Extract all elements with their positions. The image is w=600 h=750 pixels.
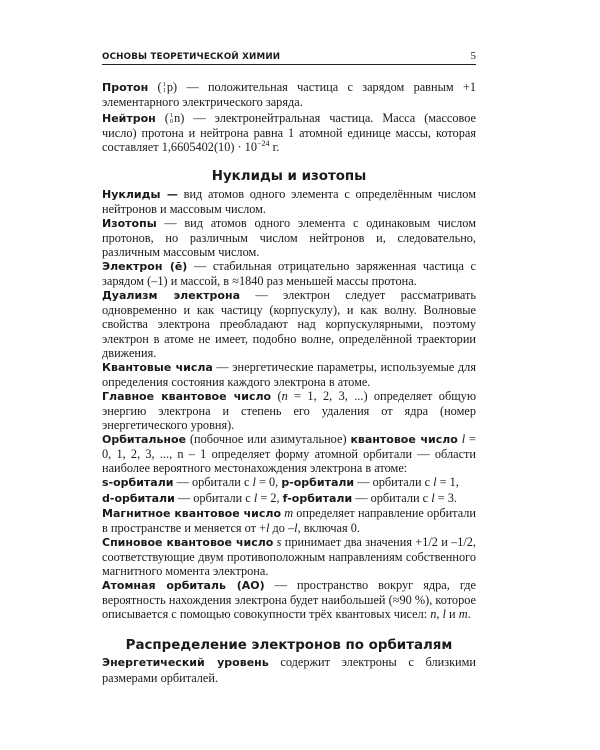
f-orbital-l: l bbox=[431, 490, 435, 505]
isotopes-term: Изотопы bbox=[102, 216, 157, 230]
magnetic-var: m bbox=[284, 505, 294, 520]
atomic-orbital-last-var: m bbox=[458, 607, 468, 622]
orbital-term-2: квантовое число bbox=[350, 433, 458, 447]
section-title-distribution: Распределение электронов по орбиталям bbox=[125, 638, 453, 654]
neutron-exponent: −24 bbox=[256, 139, 270, 149]
neutron-charge: 0 bbox=[169, 118, 174, 126]
atomic-orbital-and: и bbox=[445, 607, 459, 622]
isotopes-text: — вид атомов одного элемента с одинаковым числом протонов, но различным числом нейтронов и, следовательно, различным массовым числом. bbox=[102, 215, 476, 259]
running-head: ОСНОВЫ ТЕОРЕТИЧЕСКОЙ ХИМИИ bbox=[102, 52, 281, 62]
proton-charge: 1 bbox=[162, 87, 166, 95]
section-title-nuclides: Нуклиды и изотопы bbox=[211, 169, 367, 185]
spin-quantum-number-paragraph bbox=[102, 535, 476, 578]
magnetic-term: Магнитное квантовое число bbox=[102, 506, 282, 520]
s-orbital-value: = 0, bbox=[255, 475, 282, 490]
energy-level-paragraph bbox=[102, 655, 476, 684]
duality-paragraph bbox=[102, 288, 476, 359]
proton-term: Протон bbox=[102, 81, 149, 94]
spin-term: Спиновое квантовое число bbox=[102, 535, 274, 549]
proton-text: — положительная частица с зарядом равным +1 элементарного электрического заряда. bbox=[102, 80, 476, 110]
main-quantum-number-term: Главное квантовое число bbox=[102, 389, 272, 403]
magnetic-text-2: до – bbox=[269, 520, 295, 535]
atomic-orbital-term: Атомная орбиталь (АО) bbox=[102, 579, 265, 593]
magnetic-text-3: , включая 0. bbox=[297, 520, 360, 535]
magnetic-l-plus: l bbox=[266, 520, 270, 535]
d-orbital-value: = 2, bbox=[257, 490, 283, 505]
atomic-orbital-text: — пространство вокруг ядра, где вероятность нахождения электрона будет наибольшей (≈90 %), которое описывается с помощью совокупности трёх квантовых чисел: bbox=[102, 578, 476, 622]
isotopes-paragraph bbox=[102, 216, 476, 259]
orbital-term: Орбитальное bbox=[102, 433, 187, 447]
proton-mass: 1 bbox=[162, 80, 166, 88]
electron-paragraph bbox=[102, 259, 476, 288]
electron-term: Электрон (ē) bbox=[102, 260, 188, 274]
magnetic-l-minus: l bbox=[294, 520, 298, 535]
f-orbital-value: = 3. bbox=[434, 490, 457, 505]
orbital-text: = 0, 1, 2, 3, ..., n – 1 определяет форму атомной орбитали — области наиболее вероятного местонахождения электрона в атоме: bbox=[102, 432, 476, 476]
nuclides-term: Нуклиды — bbox=[102, 187, 178, 201]
orbital-mid: (побочное или азимутальное) bbox=[189, 432, 347, 447]
neutron-term: Нейтрон bbox=[102, 112, 156, 126]
f-orbital-text: — орбитали с bbox=[352, 490, 432, 505]
f-orbital-label: f-орбитали bbox=[282, 491, 353, 505]
orbital-quantum-number-paragraph bbox=[102, 432, 476, 505]
s-orbital-label: s-орбитали bbox=[102, 476, 174, 490]
p-orbital-l: l bbox=[433, 475, 437, 490]
proton-symbol: p bbox=[166, 80, 173, 94]
main-quantum-number-text: = 1, 2, 3, ...) определяет общую энергию электрона и степень его удаления от ядра (номер энергетического уровня). bbox=[102, 388, 477, 433]
neutron-symbol: n bbox=[174, 111, 181, 126]
neutron-unit: г. bbox=[269, 140, 280, 155]
magnetic-text: определяет направление орбитали в пространстве и меняется от + bbox=[102, 505, 476, 535]
page-header bbox=[102, 50, 476, 65]
proton-nuclide: ( 1 1 p) bbox=[157, 80, 178, 95]
atomic-orbital-vars: n, l bbox=[430, 607, 446, 622]
main-quantum-number-paragraph: Главное квантовое число (n = 1, 2, 3, ...) определяет общую энергию электрона и степень его удаления от ядра (номер энергетического уровня). bbox=[102, 388, 477, 433]
quantum-numbers-paragraph bbox=[102, 360, 476, 389]
d-orbital-text: — орбитали с bbox=[174, 490, 254, 505]
spin-text: принимает два значения +1/2 и –1/2, соответствующие двум противоположным направлениям собственного магнитного момента электрона. bbox=[102, 534, 477, 578]
duality-term: Дуализм электрона bbox=[102, 289, 240, 303]
main-quantum-number-var: n bbox=[281, 388, 288, 403]
neutron-nuclide: ( 1 0 n) bbox=[164, 111, 185, 126]
energy-level-text: содержит электроны с близкими размерами орбиталей. bbox=[102, 655, 476, 685]
proton-paragraph bbox=[102, 80, 476, 109]
quantum-numbers-term: Квантовые числа bbox=[102, 360, 213, 374]
p-orbital-value: = 1, bbox=[436, 475, 459, 490]
nuclides-paragraph bbox=[102, 187, 476, 216]
s-orbital-l: l bbox=[252, 475, 256, 490]
p-orbital-label: p-орбитали bbox=[281, 476, 355, 490]
spin-var: s bbox=[276, 534, 282, 549]
neutron-paragraph bbox=[102, 111, 476, 154]
neutron-text: — электронейтральная частица. Масса (массовое число) протона и нейтрона равна 1 атомной единице массы, которая составляет 1,6605402(10) · 10 bbox=[102, 111, 477, 155]
page-number: 5 bbox=[470, 50, 476, 62]
quantum-numbers-text: — энергетические параметры, используемые для определения состояния каждого электрона в атоме. bbox=[102, 359, 476, 389]
nuclides-text: вид атомов одного элемента с определённым числом нейтронов и массовым числом. bbox=[102, 186, 476, 216]
orbital-var: l bbox=[461, 432, 466, 447]
energy-level-term: Энергетический уровень bbox=[102, 656, 269, 670]
d-orbital-l: l bbox=[253, 490, 258, 505]
p-orbital-text: — орбитали с bbox=[354, 475, 434, 490]
neutron-mass: 1 bbox=[169, 111, 174, 119]
d-orbital-label: d-орбитали bbox=[102, 491, 175, 505]
duality-text: — электрон следует рассматривать одновременно и как частицу (корпускулу), и как волну. Волновые свойства электрона преобладают над корпускулярными, поэтому электрон в атоме не имеет, подобно волне, определённой траектории движения. bbox=[102, 288, 476, 360]
book-page bbox=[102, 50, 476, 685]
magnetic-quantum-number-paragraph bbox=[102, 506, 476, 535]
s-orbital-text: — орбитали с bbox=[173, 475, 253, 490]
page-content bbox=[102, 80, 476, 685]
atomic-orbital-end: . bbox=[467, 607, 471, 622]
atomic-orbital-paragraph bbox=[102, 578, 476, 621]
electron-text: — стабильная отрицательно заряженная частица с зарядом (–1) и массой, в ≈1840 раз меньшей массы протона. bbox=[102, 259, 476, 289]
